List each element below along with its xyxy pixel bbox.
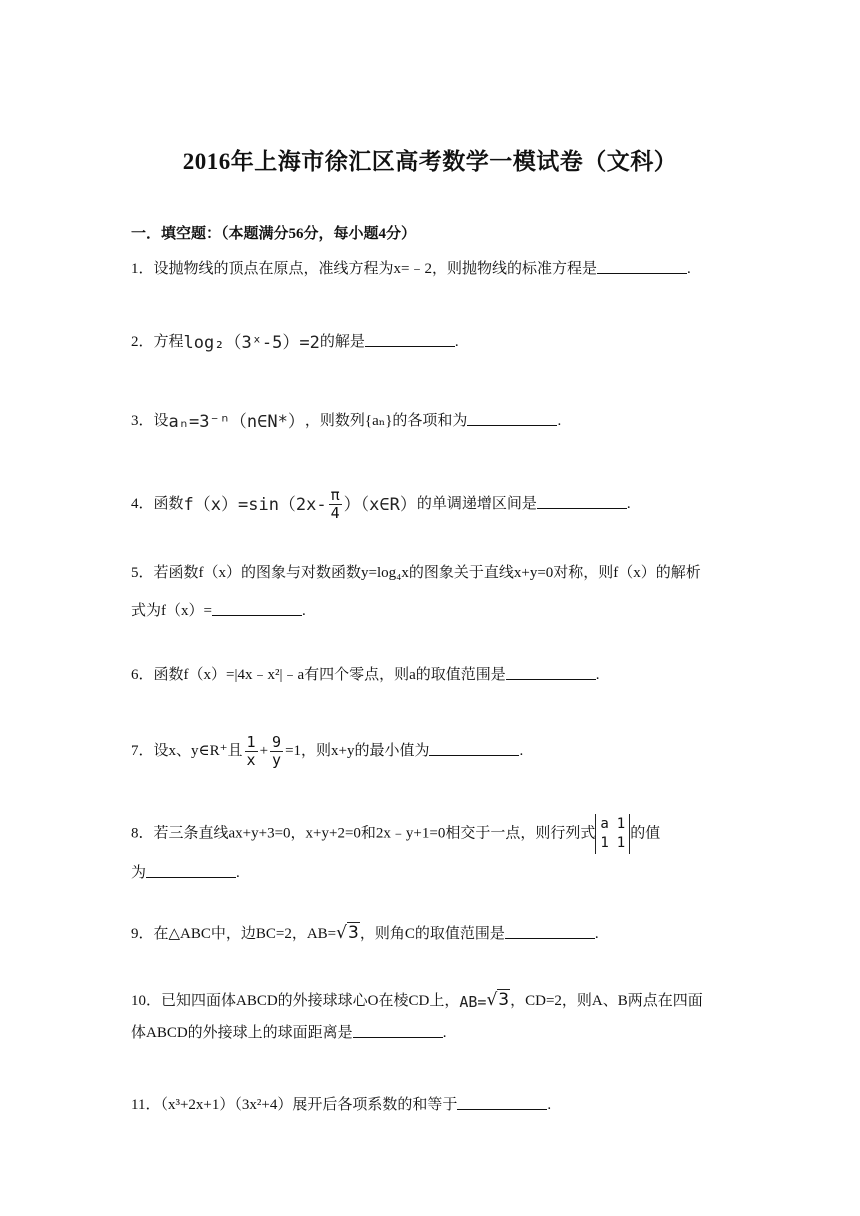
answer-blank	[467, 410, 557, 426]
answer-blank	[146, 862, 236, 878]
fraction: $\frac{9}{y}$	[272, 733, 282, 769]
answer-blank	[429, 740, 519, 756]
answer-blank	[353, 1022, 443, 1038]
question-5: 5．若函数f（x）的图象与对数函数y=log₄x的图象关于直线x+y=0对称，则f（x）的解析 式为f（x）= .	[131, 565, 701, 619]
answer-blank	[597, 258, 687, 274]
answer-blank	[537, 493, 627, 509]
formula: log₂（3ˣ-5）=2	[183, 332, 320, 353]
question-9: 9．在△ABC中，边BC=2，AB=√3，则角C的取值范围是 .	[131, 923, 599, 943]
sqrt-symbol: √3	[336, 923, 359, 943]
question-7: 7．设x、y∈R⁺且 $\frac{1}{x}$ + $\frac{9}{y}$ =1，则x+y的最小值为 .	[131, 733, 524, 769]
formula: ）（x∈R）	[343, 494, 417, 515]
question-4: 4．函数f（x）=sin（2x- $\frac{\pi}{4}$ ）（x∈R）的单调递增区间是 .	[131, 486, 631, 522]
formula: aₙ=3⁻ⁿ（n∈N*）	[168, 411, 305, 432]
answer-blank	[506, 664, 596, 680]
answer-blank	[505, 923, 595, 939]
fraction: $\frac{1}{x}$	[246, 733, 256, 769]
question-2: 2．方程log₂（3ˣ-5）=2的解是 .	[131, 332, 459, 353]
section-heading: 一．填空题：（本题满分56分，每小题4分）	[131, 226, 417, 242]
determinant: a 1 1 1	[595, 814, 630, 854]
answer-blank	[365, 331, 455, 347]
question-3: 3．设aₙ=3⁻ⁿ（n∈N*），则数列{aₙ}的各项和为 .	[131, 411, 562, 432]
question-1: 1．设抛物线的顶点在原点，准线方程为x=﹣2，则抛物线的标准方程是 .	[131, 258, 691, 279]
answer-blank	[457, 1094, 547, 1110]
answer-blank	[212, 600, 302, 616]
formula: AB=	[459, 992, 487, 1011]
page-title: 2016年上海市徐汇区高考数学一模试卷（文科）	[182, 149, 678, 174]
fraction: $\frac{\pi}{4}$	[330, 486, 340, 522]
sqrt-symbol: √3	[486, 990, 510, 1010]
question-6: 6．函数f（x）=|4x﹣x²|﹣a有四个零点，则a的取值范围是 .	[131, 664, 600, 685]
formula: f（x）=sin（2x-	[183, 494, 327, 515]
question-11: 11．（x³+2x+1）（3x²+4）展开后各项系数的和等于 .	[131, 1094, 551, 1115]
question-8: 8．若三条直线ax+y+3=0，x+y+2=0和2x﹣y+1=0相交于一点，则行列式 a 1 1 1 的值 为 .	[131, 816, 661, 881]
question-10: 10．已知四面体ABCD的外接球球心O在棱CD上，AB=√3，CD=2，则A、B两点在四面 体ABCD的外接球上的球面距离是 .	[131, 990, 703, 1041]
